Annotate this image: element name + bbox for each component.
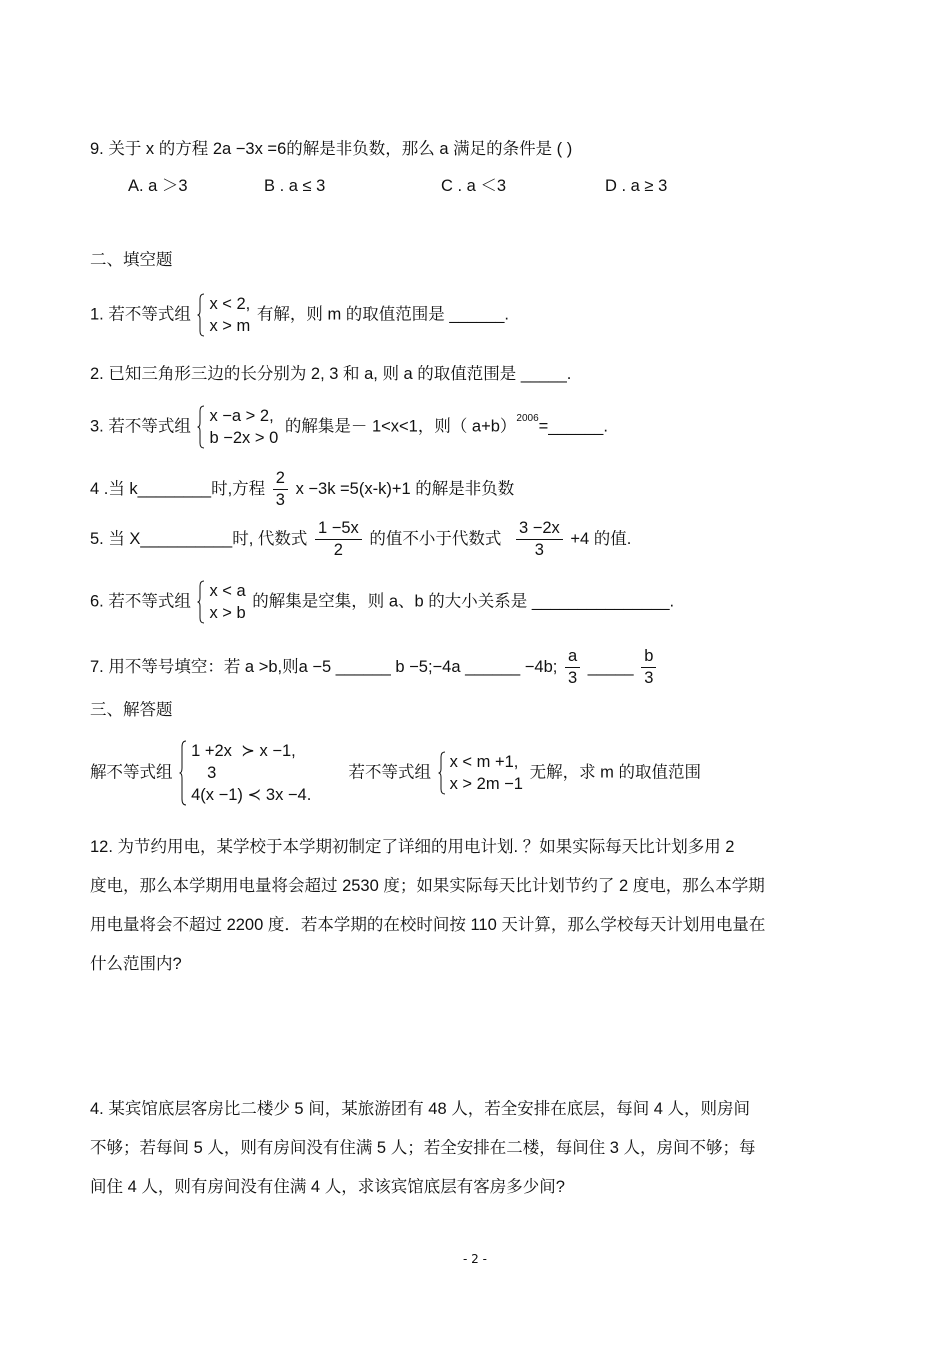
fill-q6-row2: x > b [209,604,246,622]
fill-q3-suffix: 的解集是－ 1<x<1，则（ a+b） [284,417,517,436]
sys2-prefix: 若不等式组 [348,763,431,782]
fill-q5-fraction-1 [315,518,362,561]
fraction-denominator: 3 [275,491,285,509]
fill-q3-tail: =______. [538,417,608,436]
fill-q7-fraction-a [565,646,580,689]
fraction-numerator: b [641,646,656,668]
sys1-row2: 3 [207,764,217,782]
section-2-title: 二、填空题 [90,250,173,269]
sys1-prefix: 解不等式组 [90,763,173,782]
sys1-row1 [191,740,311,762]
question-4-hotel [90,1090,880,1207]
fill-q1-row2: x > m [209,317,251,335]
sys2-row1: x < m +1, [449,753,519,771]
q12-line-1: 12. 为节约用电，某学校于本学期初制定了详细的用电计划. ？如果实际每天比计划多用 2 [90,838,735,856]
fraction-numerator: 1 −5x [315,518,362,540]
sys1-system [179,740,311,806]
fill-q7-prefix: 7. 用不等号填空：若 a >b,则a −5 ______ b −5;−4a ______ −4b; [90,657,558,676]
fill-q6-suffix: 的解集是空集，则 a、b 的大小关系是 _______________. [252,592,675,611]
fill-q1-row1: x < 2, [209,295,251,313]
fill-q4-suffix: x −3k =5(x-k)+1 的解是非负数 [295,479,515,498]
fill-question-4 [90,468,514,511]
fraction-denominator: 3 [534,541,544,559]
brace-icon [197,405,205,449]
brace-icon [197,580,205,624]
fill-q3-row1: x −a > 2, [209,407,274,425]
fill-q3-prefix: 3. 若不等式组 [90,417,191,436]
fill-question-1 [90,293,509,337]
fill-q5-mid: 的值不小于代数式 [369,529,502,548]
question-9-stem: 9. 关于 x 的方程 2a −3x =6的解是非负数，那么 a 满足的条件是 ( ) [90,140,573,158]
q9-option-b: B . a ≤ 3 [264,177,326,195]
brace-icon [197,293,205,337]
section-3-title: 三、解答题 [90,700,173,719]
sys1-row3: 4(x −1) ≺ 3x −4. [191,786,312,804]
fraction-numerator: 3 −2x [516,518,563,540]
fill-q6-prefix: 6. 若不等式组 [90,592,191,611]
fill-q6-system [197,580,245,624]
sys2-row2: x > 2m −1 [449,775,523,793]
brace-icon [438,751,446,795]
fill-q7-fraction-b [641,646,656,689]
fill-q1-system [197,293,250,337]
fill-q3-exponent: 2006 [516,413,539,425]
fill-question-5 [90,518,631,561]
solve-systems-line [90,740,701,806]
fill-q4-fraction [273,468,288,511]
fill-q5-fraction-2 [516,518,563,561]
fill-question-6 [90,580,674,624]
sys2-system [438,751,523,795]
fill-q3-system [197,405,278,449]
fraction-numerator: a [565,646,580,668]
fill-q1-prefix: 1. 若不等式组 [90,305,191,324]
q12-line-2: 度电，那么本学期用电量将会超过 2530 度；如果实际每天比计划节约了 2 度电，那么本学期 [90,877,765,895]
fraction-denominator: 2 [333,541,343,559]
fraction-denominator: 3 [644,669,654,687]
brace-icon [179,740,187,806]
q12-line-3: 用电量将会不超过 2200 度．若本学期的在校时间按 110 天计算，那么学校每天计划用电量在 [90,916,766,934]
q9-option-c: C . a ＜3 [441,177,507,195]
q4-line-2: 不够；若每间 5 人，则有房间没有住满 5 人；若全安排在二楼，每间住 3 人，房间不够；每 [90,1139,756,1157]
fill-q6-row1: x < a [209,582,246,600]
fill-question-7 [90,646,659,689]
q4-line-1: 4. 某宾馆底层客房比二楼少 5 间，某旅游团有 48 人，若全安排在底层，每间 4 人，则房间 [90,1100,751,1118]
fill-question-2: 2. 已知三角形三边的长分别为 2, 3 和 a, 则 a 的取值范围是 _____. [90,365,572,383]
fraction-denominator: 3 [567,669,578,687]
page-number: - 2 - [463,1252,487,1266]
q4-line-3: 间住 4 人，则有房间没有住满 4 人，求该宾馆底层有客房多少间? [90,1178,565,1196]
question-12 [90,828,880,984]
fraction-numerator: 2 [273,468,288,490]
sys2-suffix: 无解，求 m 的取值范围 [529,763,701,782]
fill-q3-row2: b −2x > 0 [209,429,279,447]
q9-option-d: D . a ≥ 3 [605,177,668,195]
fill-q7-blank: _____ [587,657,634,676]
q9-option-a: A. a ＞3 [128,177,188,195]
q12-line-4: 什么范围内? [90,955,182,973]
fill-q5-suffix: +4 的值. [570,529,632,548]
fill-q5-prefix: 5. 当 X__________时, 代数式 [90,529,308,548]
fill-question-3 [90,405,608,449]
fill-q4-prefix: 4 .当 k________时,方程 [90,479,266,498]
sys1-row1-rel: ≻ x −1, [241,742,296,760]
sys1-row1-num: 1 +2x [191,742,232,760]
fill-q1-suffix: 有解，则 m 的取值范围是 ______. [256,305,510,324]
